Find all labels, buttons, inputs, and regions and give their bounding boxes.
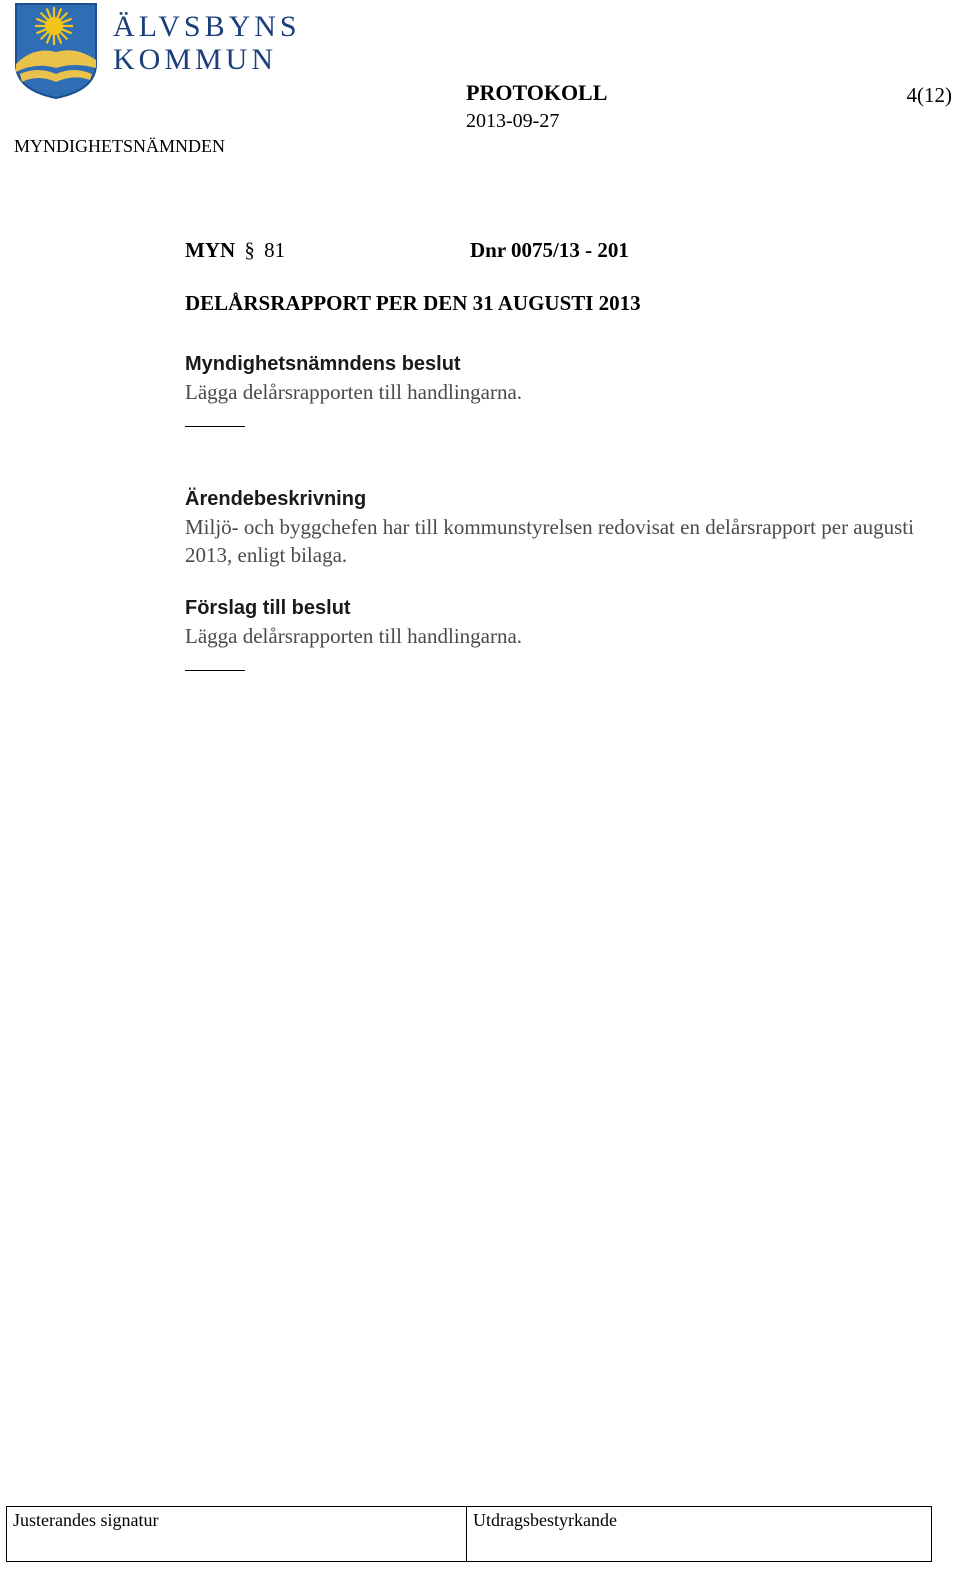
paragraph-prefix: MYN (185, 238, 236, 262)
signature-table (6, 1506, 932, 1562)
section-divider (185, 670, 245, 671)
diary-number (470, 237, 629, 263)
description-text: Miljö- och byggchefen har till kommunstyrelsen redovisat en delårsrapport per augusti 2013, enligt bilaga. (185, 515, 914, 567)
municipality-logo (14, 2, 98, 100)
signature-label: Justerandes signatur (13, 1510, 159, 1530)
decision-heading: Myndighetsnämndens beslut (185, 353, 461, 375)
coat-of-arms-icon (14, 2, 98, 100)
certification-label: Utdragsbestyrkande (473, 1510, 617, 1530)
paragraph-number: 81 (264, 238, 286, 262)
decision-text: Lägga delårsrapporten till handlingarna. (185, 380, 523, 404)
certification-cell (467, 1507, 931, 1561)
dnr-value: 0075/13 - 201 (511, 238, 629, 262)
proposal-text: Lägga delårsrapporten till handlingarna. (185, 624, 523, 648)
document-date: 2013-09-27 (466, 110, 560, 132)
paragraph-title: DELÅRSRAPPORT PER DEN 31 AUGUSTI 2013 (185, 291, 641, 315)
document-type: PROTOKOLL (466, 80, 608, 105)
board-name: MYNDIGHETSNÄMNDEN (14, 136, 225, 156)
municipality-name: ÄLVSBYNS KOMMUN (113, 10, 301, 76)
dnr-label: Dnr (470, 238, 506, 262)
page-number: 4(12) (906, 83, 952, 107)
proposal-heading: Förslag till beslut (185, 597, 351, 619)
paragraph-id (185, 237, 285, 263)
section-sign: § (244, 238, 255, 262)
section-divider (185, 426, 245, 427)
description-heading: Ärendebeskrivning (185, 488, 367, 510)
signature-cell (7, 1507, 467, 1561)
